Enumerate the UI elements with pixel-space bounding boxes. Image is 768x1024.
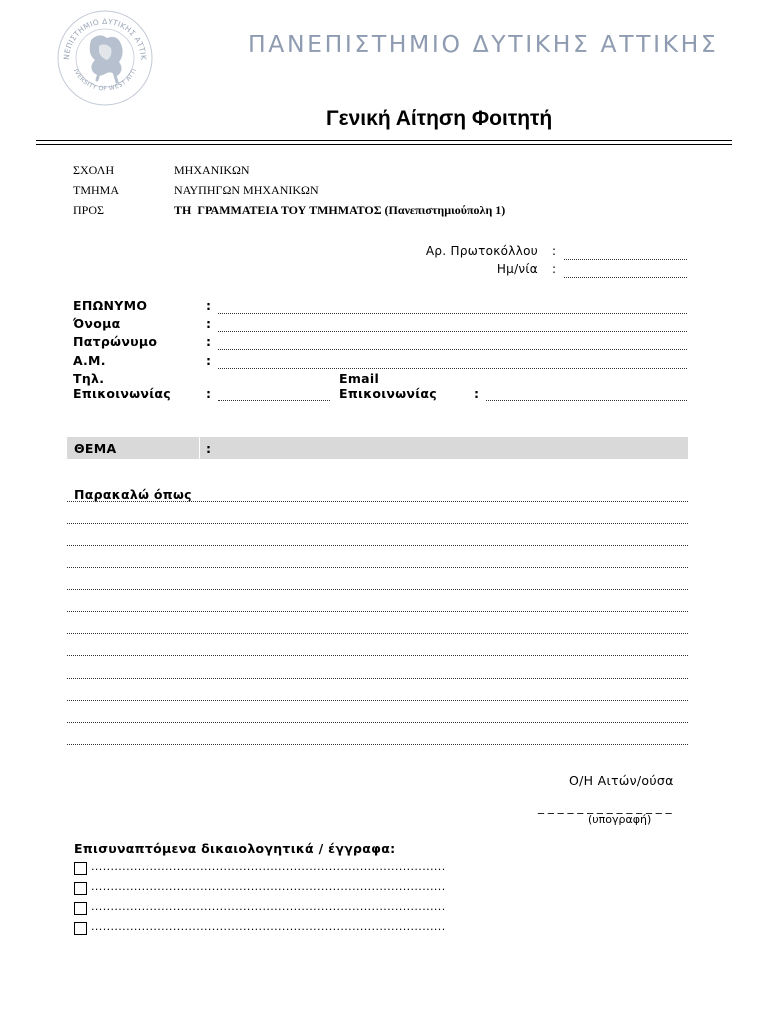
- name-colon: :: [206, 316, 211, 331]
- attachment-checkbox[interactable]: [74, 902, 87, 915]
- father-name-colon: :: [206, 334, 211, 349]
- seal-icon: [55, 8, 155, 108]
- school-value: ΜΗΧΑΝΙΚΩΝ: [174, 163, 250, 177]
- am-colon: :: [206, 353, 211, 368]
- request-intro: Παρακαλώ όπως: [74, 487, 192, 502]
- am-label: Α.Μ.: [73, 353, 106, 368]
- protocol-number-colon: :: [552, 244, 557, 258]
- applicant-label: Ο/Η Αιτών/ούσα: [569, 773, 674, 788]
- to-label: ΠΡΟΣ: [73, 203, 104, 217]
- department-value: ΝΑΥΠΗΓΩΝ ΜΗΧΑΝΙΚΩΝ: [174, 183, 319, 197]
- request-line[interactable]: [67, 523, 688, 524]
- attachment-checkbox[interactable]: [74, 922, 87, 935]
- school-label: ΣΧΟΛΗ: [73, 163, 115, 177]
- father-name-field[interactable]: [218, 349, 687, 350]
- surname-label: ΕΠΩΝΥΜΟ: [73, 298, 148, 313]
- request-line[interactable]: [67, 744, 688, 745]
- email-label-line2: Επικοινωνίας: [339, 386, 437, 401]
- attachment-line[interactable]: ...........................................................................................: [91, 880, 446, 893]
- phone-label-line2: Επικοινωνίας: [73, 386, 171, 401]
- attachments-title: Επισυναπτόμενα δικαιολογητικά / έγγραφα:: [74, 841, 396, 856]
- attachment-checkbox[interactable]: [74, 882, 87, 895]
- to-value: ΤΗ ΓΡΑΜΜΑΤΕΙΑ ΤΟΥ ΤΜΗΜΑΤΟΣ (Πανεπιστημιούπολη 1): [174, 203, 506, 217]
- request-line[interactable]: [67, 722, 688, 723]
- protocol-date-colon: :: [552, 262, 557, 276]
- department-label: ΤΜΗΜΑ: [73, 183, 120, 197]
- request-line[interactable]: [67, 545, 688, 546]
- request-line[interactable]: [67, 501, 688, 502]
- protocol-number-label: Αρ. Πρωτοκόλλου: [425, 244, 538, 258]
- name-field[interactable]: [218, 331, 687, 332]
- request-line[interactable]: [67, 567, 688, 568]
- request-line[interactable]: [67, 700, 688, 701]
- email-label-line1: Email: [339, 371, 380, 386]
- svg-text:ΠΑΝΕΠΙΣΤΗΜΙΟ ΔΥΤΙΚΗΣ ΑΤΤΙΚΗΣ: ΝΕΠΙΣΤΗΜΙΟ ΔΥΤΙΚΗΣ ΑΤΤΙΚ: [61, 16, 149, 61]
- subject-label: ΘΕΜΑ: [74, 441, 117, 456]
- request-line[interactable]: [67, 589, 688, 590]
- signature-line[interactable]: _ _ _ _ _ _ _ _ _ _ _ _ _ _: [538, 800, 672, 814]
- phone-label-line1: Τηλ.: [73, 371, 105, 386]
- svg-text:UNIVERSITY OF WEST ATTICA: IVERSITY OF WEST ATTI: [71, 67, 139, 93]
- name-label: Όνομα: [73, 316, 121, 331]
- attachment-line[interactable]: ...........................................................................................: [91, 900, 446, 913]
- father-name-label: Πατρώνυμο: [73, 334, 158, 349]
- protocol-number-field[interactable]: [564, 259, 687, 260]
- surname-colon: :: [206, 298, 211, 313]
- protocol-date-field[interactable]: [564, 277, 687, 278]
- title-double-rule: [36, 140, 732, 145]
- university-name: ΠΑΝΕΠΙΣΤΗΜΙΟ ΔΥΤΙΚΗΣ ΑΤΤΙΚΗΣ: [248, 30, 719, 58]
- email-field[interactable]: [486, 400, 687, 401]
- phone-colon: :: [206, 386, 211, 401]
- request-line[interactable]: [67, 611, 688, 612]
- university-seal-logo: [55, 8, 155, 108]
- subject-colon: :: [206, 441, 211, 456]
- page-title: Γενική Αίτηση Φοιτητή: [326, 107, 553, 130]
- request-line[interactable]: [67, 678, 688, 679]
- request-line[interactable]: [67, 655, 688, 656]
- subject-band-divider: [199, 437, 200, 459]
- am-field[interactable]: [218, 368, 687, 369]
- email-colon: :: [474, 386, 479, 401]
- attachment-checkbox[interactable]: [74, 862, 87, 875]
- protocol-date-label: Ημ/νία: [496, 262, 538, 276]
- request-line[interactable]: [67, 633, 688, 634]
- phone-field[interactable]: [218, 400, 330, 401]
- subject-input-area[interactable]: [218, 437, 688, 459]
- attachment-line[interactable]: ...........................................................................................: [91, 920, 446, 933]
- surname-field[interactable]: [218, 313, 687, 314]
- attachment-line[interactable]: ...........................................................................................: [91, 860, 446, 873]
- signature-caption: (υπογραφή): [588, 813, 652, 826]
